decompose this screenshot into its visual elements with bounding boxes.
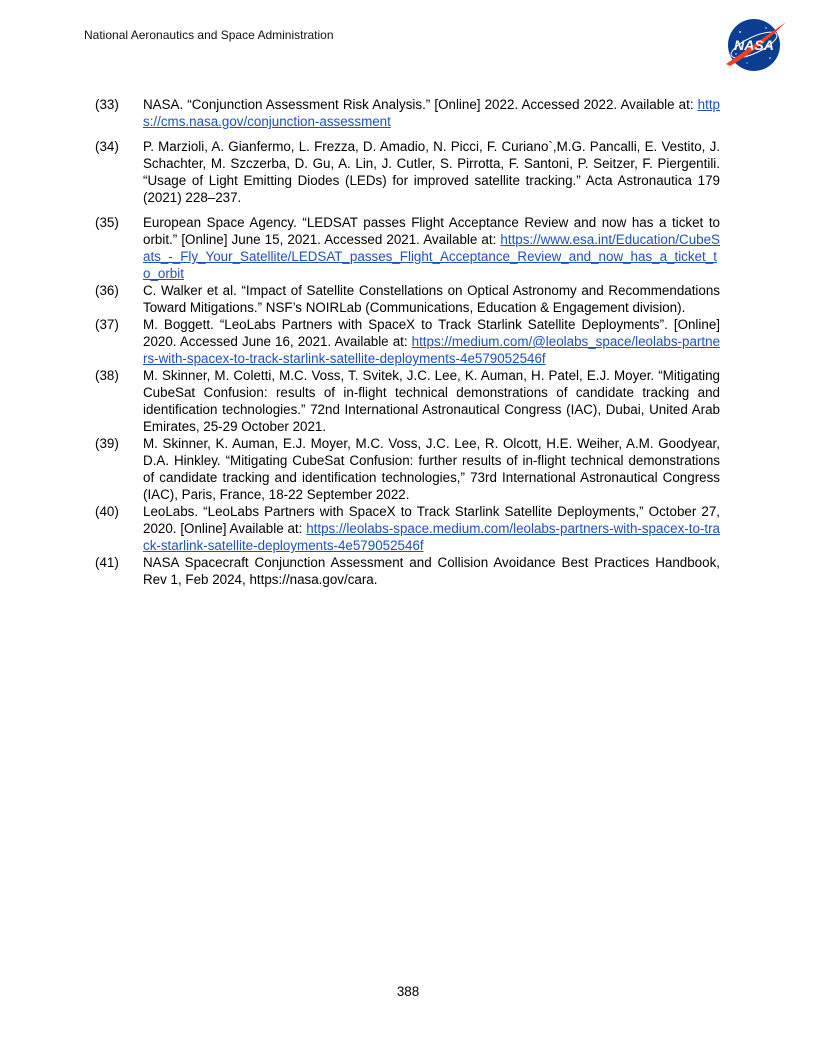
reference-item (95, 435, 720, 503)
reference-text: C. Walker et al. “Impact of Satellite Constellations on Optical Astronomy and Recommendations Toward Mitigations.” NSF’s NOIRLab (Communications, Education & Engagement division). (143, 283, 720, 315)
reference-item (95, 503, 720, 554)
header-organization-name: National Aeronautics and Space Administration (84, 28, 334, 42)
reference-text: P. Marzioli, A. Gianfermo, L. Frezza, D. Amadio, N. Picci, F. Curiano`,M.G. Pancalli, E. Vestito, J. Schachter, M. Szczerba, D. Gu, A. Lin, J. Cutler, S. Pirrotta, F. Santoni, P. Seitzer, F. Piergentili. “Usage of Light Emitting Diodes (LEDs) for improved satellite tracking.” Acta Astronautica 179 (2021) 228–237. (143, 139, 720, 205)
reference-number: (37) (95, 317, 119, 332)
reference-list (95, 96, 720, 588)
reference-link[interactable]: https://www.esa.int/Education/CubeSats_-_Fly_Your_Satellite/LEDSAT_passes_Flight_Acceptance_Review_and_now_has_a_ticket_to_orbit (143, 232, 720, 281)
reference-item (95, 138, 720, 206)
page-number: 388 (396, 984, 420, 999)
reference-text: European Space Agency. “LEDSAT passes Flight Acceptance Review and now has a ticket to orbit.” [Online] June 15, 2021. Accessed 2021. Available at: https://www.esa.int/Education/CubeSats_-_Fly_Your_Satellite/LEDSAT_passes_Flight_Acceptance_Review_and_now_has_a_ticket_to_orbit (143, 215, 720, 281)
reference-text: M. Skinner, M. Coletti, M.C. Voss, T. Svitek, J.C. Lee, K. Auman, H. Patel, E.J. Moyer. “Mitigating CubeSat Confusion: results of in-flight technical demonstrations of candidate tracking and identification technologies.” 72nd International Astronautical Congress (IAC), Dubai, United Arab Emirates, 25-29 October 2021. (143, 368, 720, 434)
nasa-logo-icon (720, 16, 788, 74)
nasa-logo-text: NASA (734, 37, 774, 53)
reference-number: (33) (95, 97, 119, 112)
reference-item (95, 282, 720, 316)
reference-text: LeoLabs. “LeoLabs Partners with SpaceX to Track Starlink Satellite Deployments,” October 27, 2020. [Online] Available at: https://leolabs-space.medium.com/leolabs-partners-with-spacex-to-track-starlink-satellite-deployments-4e579052546f (143, 504, 720, 553)
reference-number: (39) (95, 436, 119, 451)
reference-text: M. Skinner, K. Auman, E.J. Moyer, M.C. Voss, J.C. Lee, R. Olcott, H.E. Weiher, A.M. Goodyear, D.A. Hinkley. “Mitigating CubeSat Confusion: further results of in-flight technical demonstrations of candidate tracking and identification technologies,” 73rd International Astronautical Congress (IAC), Paris, France, 18-22 September 2022. (143, 436, 720, 502)
reference-number: (36) (95, 283, 119, 298)
reference-item (95, 316, 720, 367)
reference-link[interactable]: https://medium.com/@leolabs_space/leolabs-partners-with-spacex-to-track-starlink-satellite-deployments-4e579052546f (143, 334, 720, 366)
reference-text: NASA. “Conjunction Assessment Risk Analysis.” [Online] 2022. Accessed 2022. Available at: https://cms.nasa.gov/conjunction-assessment (143, 97, 720, 129)
reference-number: (34) (95, 139, 119, 154)
reference-number: (40) (95, 504, 119, 519)
reference-text: M. Boggett. “LeoLabs Partners with SpaceX to Track Starlink Satellite Deployments”. [Online] 2020. Accessed June 16, 2021. Available at: https://medium.com/@leolabs_space/leolabs-partners-with-spacex-to-track-starlink-satellite-deployments-4e579052546f (143, 317, 720, 366)
reference-link[interactable]: https://cms.nasa.gov/conjunction-assessment (143, 97, 720, 129)
reference-item (95, 554, 720, 588)
reference-text: NASA Spacecraft Conjunction Assessment and Collision Avoidance Best Practices Handbook, Rev 1, Feb 2024, https://nasa.gov/cara. (143, 555, 720, 587)
reference-link[interactable]: https://leolabs-space.medium.com/leolabs-partners-with-spacex-to-track-starlink-satellite-deployments-4e579052546f (143, 521, 720, 553)
reference-number: (35) (95, 215, 119, 230)
reference-item (95, 96, 720, 130)
reference-number: (41) (95, 555, 119, 570)
reference-number: (38) (95, 368, 119, 383)
reference-item (95, 367, 720, 435)
reference-item (95, 214, 720, 282)
